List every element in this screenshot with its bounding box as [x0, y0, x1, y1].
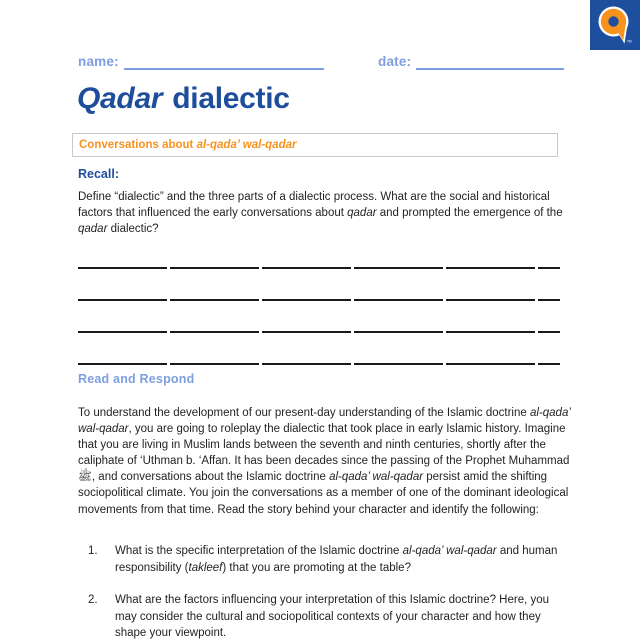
answer-line[interactable] [78, 299, 560, 301]
trademark-mark: TM [627, 39, 632, 44]
question-1 [88, 543, 567, 576]
date-label: date: [378, 54, 412, 69]
subtitle-italic: al-qada’ wal-qadar [196, 139, 297, 151]
name-field-group [78, 54, 324, 70]
page-title [77, 82, 290, 116]
recall-prompt-text: Define “dialectic” and the three parts of a dialectic process. What are the social and historical factors that influenced the early conversations about [78, 191, 550, 220]
name-input-line[interactable] [124, 54, 324, 70]
brand-q-logo [590, 0, 640, 50]
page-title-regular: dialectic [164, 82, 290, 115]
recall-prompt-italic: qadar [347, 207, 377, 220]
rr-intro-italic: al-qada’ wal-qadar [78, 407, 571, 436]
date-field-group [378, 54, 564, 70]
recall-prompt-italic: qadar [78, 223, 108, 236]
subtitle-box [72, 133, 558, 157]
question-1-text [115, 543, 567, 576]
recall-prompt [78, 189, 564, 238]
subtitle-prefix: Conversations about [79, 139, 197, 151]
question-2-text [115, 592, 567, 640]
question-2-run: What are the factors influencing your interpretation of this Islamic doctrine? Here, you may consider the cultural and sociopolitical contexts of your character and how they shape your viewpoint. [115, 594, 550, 639]
rr-intro-text: persist amid the shifting sociopolitical climate. You join the conversations as a member of one of the dominant ideological movements from that time. Read the story behind your character and identify the following: [78, 471, 569, 516]
page-title-italic: Qadar [77, 82, 163, 115]
rr-intro-text: , you are going to roleplay the dialectic that took place in early Islamic history. Imagine that you are living in Muslim lands between the seventh and ninth centuries, shortly after the caliphate of ‘Uthman b. ‘Affan. It has been decades since the passing of the Prophet Muhammad ﷺ, and conversations about the Islamic doctrine [78, 423, 570, 484]
rr-intro-italic: al-qada’ wal-qadar [329, 471, 424, 484]
recall-prompt-text: and prompted the emergence of the [376, 207, 563, 220]
answer-line[interactable] [78, 331, 560, 333]
question-1-italic: al-qada’ wal-qadar [402, 545, 497, 557]
date-input-line[interactable] [416, 54, 564, 70]
question-1-run: ) that you are promoting at the table? [222, 561, 411, 574]
question-2-number: 2. [88, 594, 98, 606]
read-and-respond-heading: Read and Respond [78, 372, 195, 386]
read-and-respond-intro [78, 405, 572, 518]
question-1-number: 1. [88, 545, 98, 557]
answer-line[interactable] [78, 363, 560, 365]
recall-prompt-text: dialectic? [107, 223, 159, 236]
question-1-italic: takleef [188, 561, 223, 574]
q-speech-bubble-icon [590, 0, 640, 50]
name-label: name: [78, 54, 119, 69]
question-1-run: What is the specific interpretation of the Islamic doctrine [115, 545, 403, 557]
rr-intro-text: To understand the development of our present-day understanding of the Islamic doctrine [78, 407, 530, 419]
question-2 [88, 592, 567, 640]
question-1-run: and human responsibility ( [115, 545, 558, 574]
recall-heading: Recall: [78, 167, 119, 181]
answer-line[interactable] [78, 267, 560, 269]
